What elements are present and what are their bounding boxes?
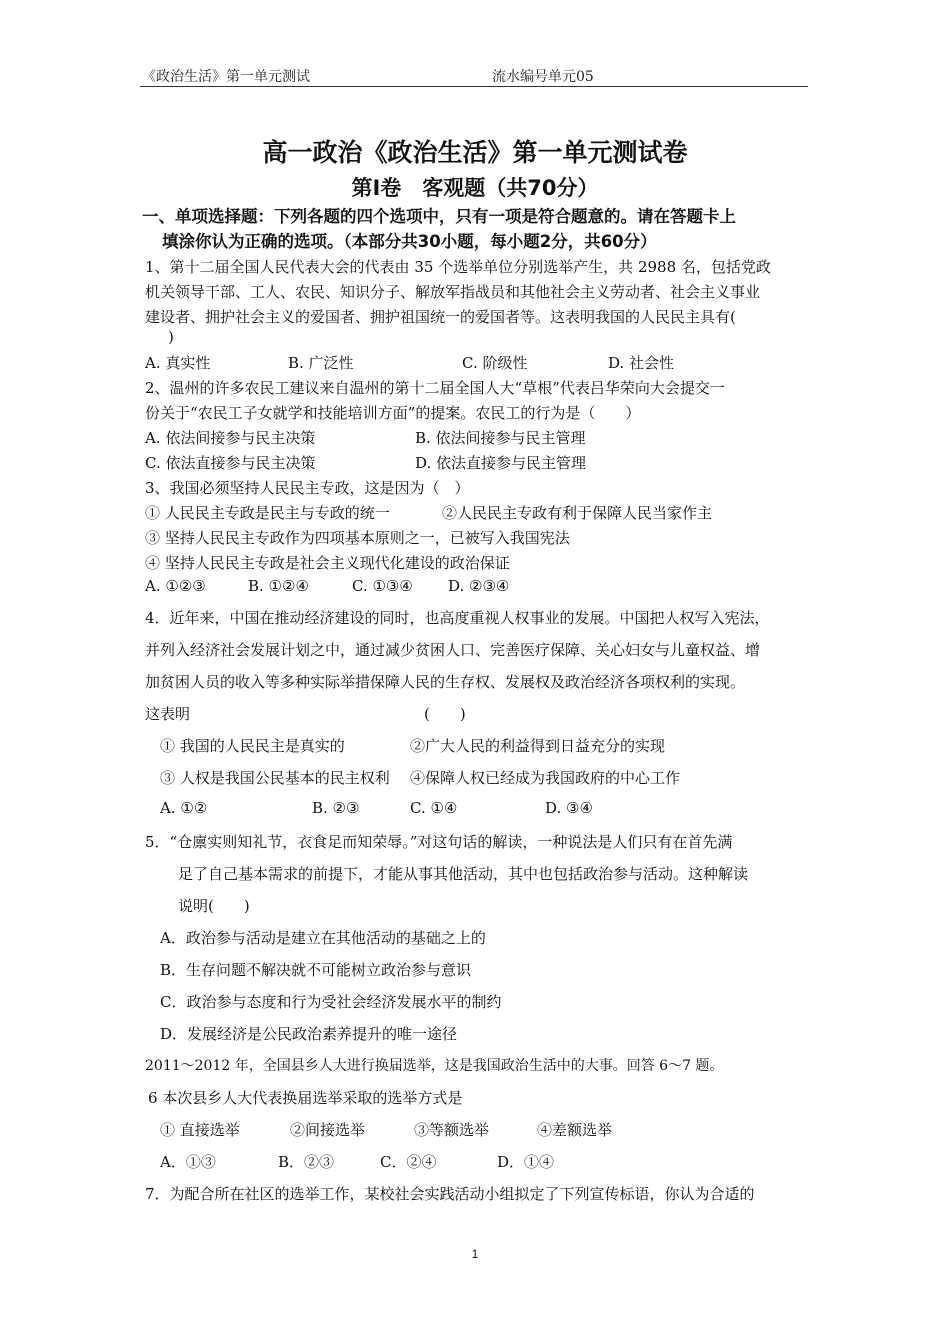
q1-line4: ): [168, 328, 174, 346]
q6-statement-3: ③等额选举: [414, 1121, 490, 1139]
q1-option-c: C. 阶级性: [462, 354, 528, 372]
q5-line1: 5．“仓廪实则知礼节，衣食足而知荣辱。”对这句话的解读，一种说法是人们只有在首先满: [145, 833, 733, 851]
q6-statement-2: ②间接选举: [290, 1121, 366, 1139]
q4-statement-3: ③ 人权是我国公民基本的民主权利: [160, 769, 390, 787]
q3-statement-1: ① 人民民主专政是民主与专政的统一: [145, 504, 390, 522]
q6-option-d: D．①④: [497, 1153, 555, 1171]
q3-line1: 3、我国必须坚持人民民主专政，这是因为（ ）: [145, 479, 470, 497]
q6-statement-1: ① 直接选举: [160, 1121, 240, 1139]
q2-option-b: B. 依法间接参与民主管理: [415, 429, 586, 447]
q4-option-a: A. ①②: [160, 799, 208, 817]
page-number: 1: [471, 1247, 479, 1261]
section-heading-line1: 一、单项选择题：下列各题的四个选项中，只有一项是符合题意的。请在答题卡上: [142, 207, 736, 226]
q4-answer-blank: ( ): [424, 705, 466, 723]
q4-line1: 4．近年来，中国在推动经济建设的同时，也高度重视人权事业的发展。中国把人权写入宪法，: [145, 609, 770, 627]
header-right: 流水编号单元05: [492, 69, 594, 85]
q3-option-c: C. ①③④: [352, 577, 413, 595]
q2-option-a: A. 依法间接参与民主决策: [145, 429, 316, 447]
q1-option-d: D. 社会性: [608, 354, 675, 372]
q3-option-a: A. ①②③: [145, 577, 206, 595]
header-left: 《政治生活》第一单元测试: [142, 69, 310, 85]
q2-line2: 份关于“农民工子女就学和技能培训方面”的提案。农民工的行为是（ ）: [145, 404, 641, 422]
q2-line1: 2、温州的许多农民工建议来自温州的第十二届全国人大“草根”代表吕华荣向大会提交一: [145, 379, 725, 397]
q4-option-d: D. ③④: [545, 799, 593, 817]
q3-statement-2: ②人民民主专政有利于保障人民当家作主: [442, 504, 713, 522]
section-heading-line2: 填涂你认为正确的选项。（本部分共30小题，每小题2分，共60分）: [162, 232, 657, 251]
q4-line4: 这表明: [145, 705, 191, 723]
q4-option-c: C. ①④: [410, 799, 458, 817]
q6-line1: 6 本次县乡人大代表换届选举采取的选举方式是: [148, 1089, 463, 1107]
q4-statement-2: ②广大人民的利益得到日益充分的实现: [410, 737, 666, 755]
q4-line3: 加贫困人员的收入等多种实际举措保障人民的生存权、发展权及政治经济各项权利的实现。: [145, 673, 746, 691]
header-rule: [140, 86, 808, 87]
q5-line2: 足了自己基本需求的前提下，才能从事其他活动，其中也包括政治参与活动。这种解读: [178, 865, 749, 883]
q4-statement-1: ① 我国的人民民主是真实的: [160, 737, 345, 755]
q1-line1: 1、第十二届全国人民代表大会的代表由 35 个选举单位分别选举产生，共 2988 名，包括党政: [145, 258, 771, 276]
q1-line3: 建设者、拥护社会主义的爱国者、拥护祖国统一的爱国者等。这表明我国的人民民主具有(: [145, 308, 736, 326]
page-subtitle: 第Ⅰ卷 客观题（共70分）: [351, 176, 599, 200]
q6-option-a: A．①③: [160, 1153, 216, 1171]
q6-option-b: B．②③: [278, 1153, 335, 1171]
q4-statement-4: ④保障人权已经成为我国政府的中心工作: [410, 769, 681, 787]
q5-option-b: B．生存问题不解决就不可能树立政治参与意识: [160, 961, 472, 979]
q6-option-c: C．②④: [380, 1153, 437, 1171]
q7-line1: 7．为配合所在社区的选举工作，某校社会实践活动小组拟定了下列宣传标语，你认为合适的: [145, 1185, 755, 1203]
q6-statement-4: ④差额选举: [537, 1121, 613, 1139]
q4-line2: 并列入经济社会发展计划之中，通过减少贫困人口、完善医疗保障、关心妇女与儿童权益、增: [145, 641, 761, 659]
q3-statement-3: ③ 坚持人民民主专政作为四项基本原则之一，已被写入我国宪法: [145, 529, 570, 547]
q5-line3: 说明( ): [178, 897, 250, 915]
q6-7-intro: 2011～2012 年，全国县乡人大进行换届选举，这是我国政治生活中的大事。回答 6～7 题。: [145, 1058, 724, 1074]
q1-line2: 机关领导干部、工人、农民、知识分子、解放军指战员和其他社会主义劳动者、社会主义事业: [145, 283, 761, 301]
q3-option-b: B. ①②④: [248, 577, 309, 595]
q1-option-a: A. 真实性: [145, 354, 211, 372]
page-title: 高一政治《政治生活》第一单元测试卷: [262, 138, 688, 167]
q2-option-d: D. 依法直接参与民主管理: [415, 454, 587, 472]
q5-option-a: A．政治参与活动是建立在其他活动的基础之上的: [160, 929, 486, 947]
q3-statement-4: ④ 坚持人民民主专政是社会主义现代化建设的政治保证: [145, 554, 510, 572]
q2-option-c: C. 依法直接参与民主决策: [145, 454, 316, 472]
q4-option-b: B. ②③: [312, 799, 360, 817]
q5-option-c: C．政治参与态度和行为受社会经济发展水平的制约: [160, 993, 502, 1011]
q3-option-d: D. ②③④: [448, 577, 510, 595]
q5-option-d: D．发展经济是公民政治素养提升的唯一途径: [160, 1025, 458, 1043]
q1-option-b: B. 广泛性: [288, 354, 354, 372]
